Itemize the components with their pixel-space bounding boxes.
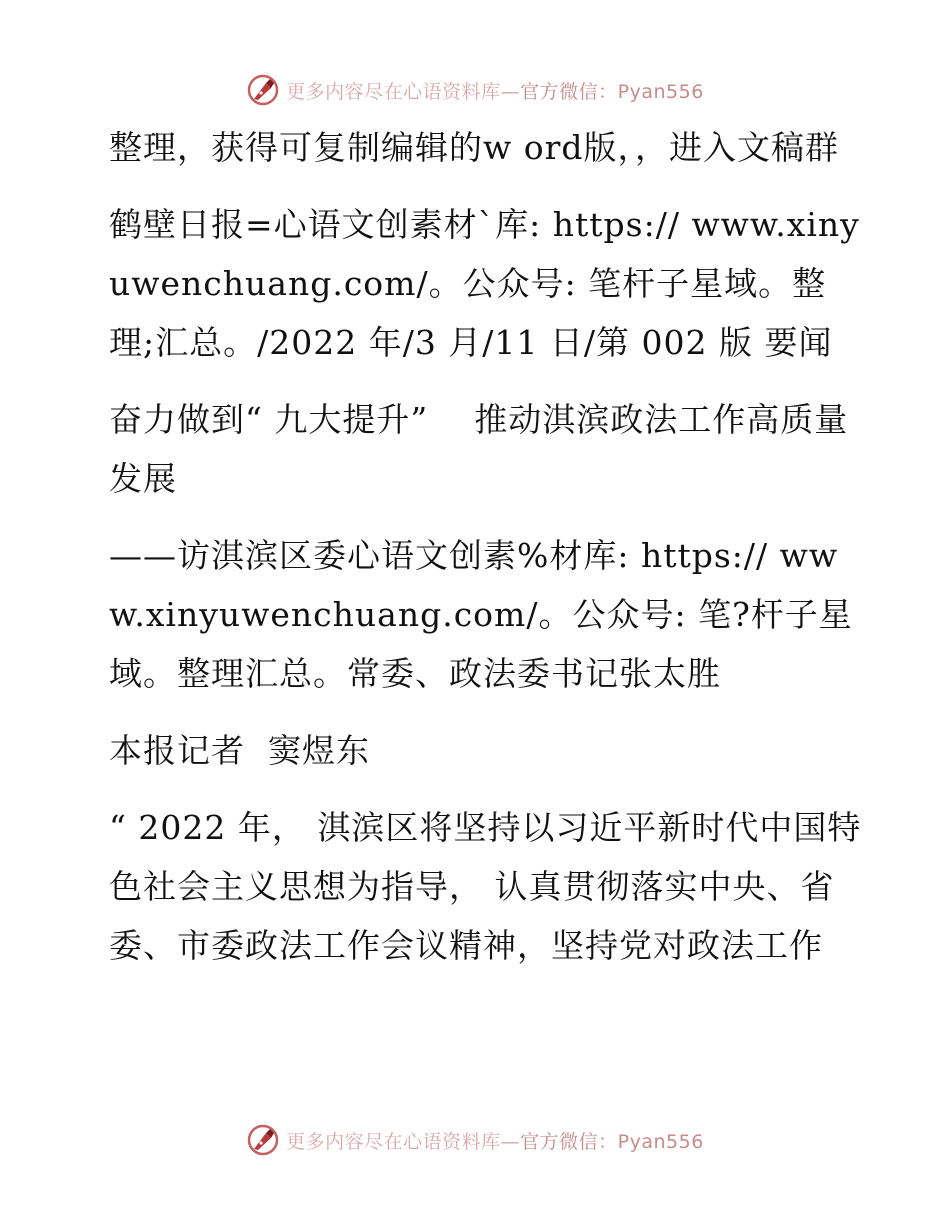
banner-wechat-text: 官方微信：Pyan556 [520,80,704,103]
pen-nib-logo-icon [246,73,280,107]
article-subtitle: ——访淇滨区委心语文创素%材库: https:// www.xinyuwenchuang.com/。公众号: 笔?杆子星域。整理汇总。常委、政法委书记张太胜 [109,536,853,693]
banner-library-text: 更多内容尽在心语资料库— [286,80,521,103]
paragraph-source: 鹤壁日报=心语文创素材`库: https:// www.xinyuwenchuang.com/。公众号: 笔杆子星域。整理;汇总。/2022 年/3 月/11 日/第 002 版 要闻 [109,205,860,362]
banner-wechat-text: 官方微信：Pyan556 [520,1130,704,1153]
document-body [97,118,867,993]
article-title: 奋力做到“ 九大提升” 推动淇滨政法工作高质量发展 [109,400,849,498]
pen-nib-logo-icon [246,1123,280,1157]
footer-banner [0,1120,950,1160]
paragraph-intro: 整理，获得可复制编辑的w ord版，，进入文稿群 [109,128,840,167]
reporter-byline: 本报记者 窦煜东 [109,731,370,770]
paragraph-body: “ 2022 年， 淇滨区将坚持以习近平新时代中国特色社会主义思想为指导， 认真贯彻落实中央、省委、市委政法工作会议精神，坚持党对政法工作 [109,808,862,965]
header-banner [0,70,950,110]
banner-text [286,77,704,104]
banner-text [286,1127,704,1154]
banner-library-text: 更多内容尽在心语资料库— [286,1130,521,1153]
